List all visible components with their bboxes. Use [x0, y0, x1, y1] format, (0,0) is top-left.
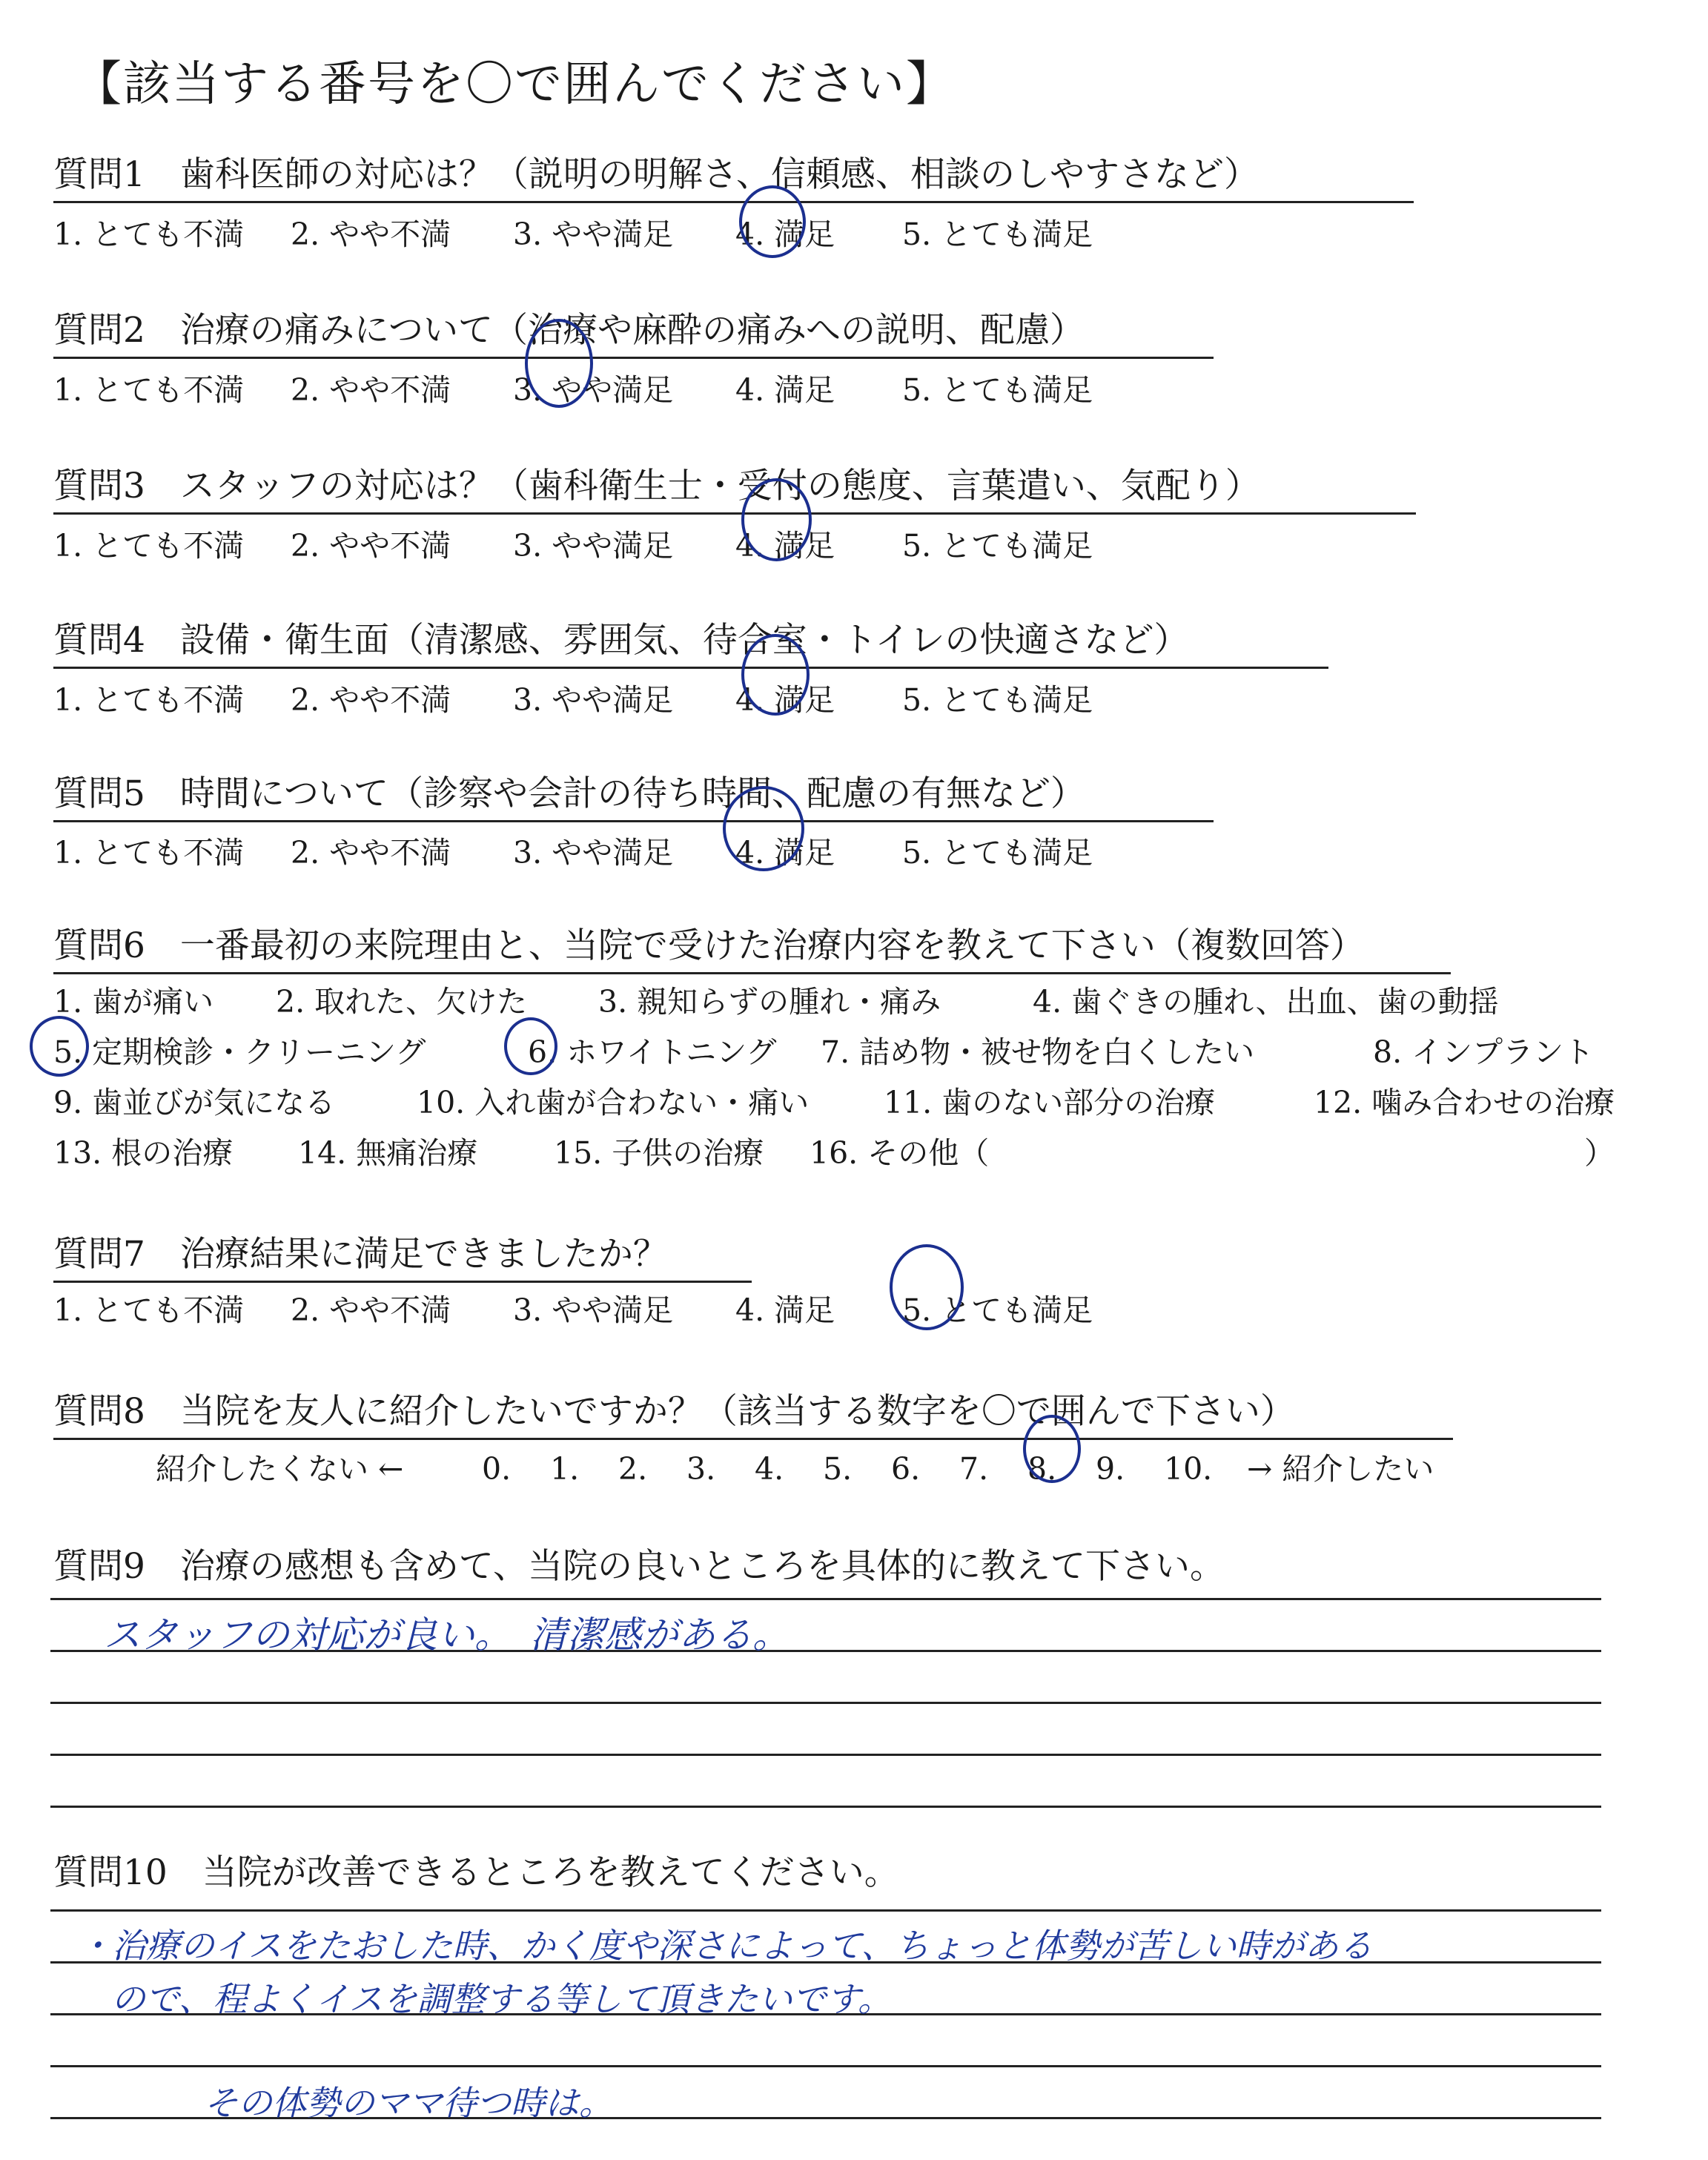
question-4-title: 質問4 設備・衛生面（清潔感、雰囲気、待合室・トイレの快適さなど） [53, 612, 1328, 669]
q8-selected-circle [1023, 1415, 1081, 1483]
q2-option-3[interactable]: 3. やや満足 [513, 372, 674, 408]
q10-answer-line-1-text: ・治療のイスをたおした時、かく度や深さによって、ちょっと体勢が苦しい時がある [78, 1926, 1373, 1966]
q6-row-2 [53, 1028, 1594, 1071]
q2-option-4[interactable]: 4. 満足 [735, 372, 835, 408]
q6-option-7[interactable]: 7. 詰め物・被せ物を白くしたい [821, 1034, 1255, 1070]
q4-option-3[interactable]: 3. やや満足 [513, 682, 674, 718]
q7-option-4[interactable]: 4. 満足 [735, 1292, 835, 1328]
q3-option-4[interactable]: 4. 満足 [735, 528, 835, 564]
q8-score-2[interactable]: 2. [618, 1451, 648, 1487]
q5-option-3[interactable]: 3. やや満足 [513, 835, 674, 871]
q8-scale [156, 1444, 1434, 1488]
q1-option-3[interactable]: 3. やや満足 [513, 217, 674, 252]
page-title: 【該当する番号を〇で囲んでください】 [74, 57, 955, 112]
q1-option-5[interactable]: 5. とても満足 [902, 217, 1093, 252]
q3-option-2[interactable]: 2. やや不満 [291, 528, 451, 564]
question-2-title: 質問2 治療の痛みについて（治療や麻酔の痛みへの説明、配慮） [53, 303, 1214, 359]
q10-answer-line-3-text: その体勢のママ待つ時は。 [204, 2083, 613, 2123]
question-3-title: 質問3 スタッフの対応は？（歯科衛生士・受付の態度、言葉遣い、気配り） [53, 458, 1416, 515]
q1-option-4[interactable]: 4. 満足 [735, 217, 835, 252]
question-10-title: 質問10 当院が改善できるところを教えてください。 [53, 1852, 899, 1893]
q4-option-2[interactable]: 2. やや不満 [291, 682, 451, 718]
q8-score-1[interactable]: 1. [550, 1451, 580, 1487]
q6-option-6[interactable]: 6. ホワイトニング [528, 1034, 777, 1070]
q6-option-1[interactable]: 1. 歯が痛い [53, 984, 214, 1020]
q10-answer-line-1 [50, 1909, 1601, 1912]
q6-selected-circle-5 [30, 1016, 89, 1077]
q3-option-3[interactable]: 3. やや満足 [513, 528, 674, 564]
q2-option-1[interactable]: 1. とても不満 [53, 372, 245, 408]
q5-option-4[interactable]: 4. 満足 [735, 835, 835, 871]
q6-option-2[interactable]: 2. 取れた、欠けた [276, 984, 528, 1020]
q4-selected-circle [741, 634, 810, 716]
q6-row-3 [53, 1078, 1615, 1122]
q6-row-4 [53, 1129, 1615, 1172]
q2-option-5[interactable]: 5. とても満足 [902, 372, 1093, 408]
q6-option-16[interactable]: 16. その他（ [810, 1135, 990, 1171]
q6-option-9[interactable]: 9. 歯並びが気になる [53, 1085, 336, 1120]
q9-answer-line-4 [50, 1754, 1601, 1756]
q5-option-1[interactable]: 1. とても不満 [53, 835, 245, 871]
q8-score-5[interactable]: 5. [823, 1451, 853, 1487]
q1-option-2[interactable]: 2. やや不満 [291, 217, 451, 252]
question-4-options [53, 676, 1093, 719]
q7-option-2[interactable]: 2. やや不満 [291, 1292, 451, 1328]
q6-selected-circle-6 [504, 1017, 557, 1075]
q2-selected-circle [525, 319, 593, 408]
q4-option-5[interactable]: 5. とても満足 [902, 682, 1093, 718]
q9-answer-line-3 [50, 1702, 1601, 1704]
q9-answer-line-1 [50, 1598, 1601, 1600]
q9-answer-text: スタッフの対応が良い。 清潔感がある。 [104, 1614, 790, 1657]
q3-option-1[interactable]: 1. とても不満 [53, 528, 245, 564]
q9-answer-line-5 [50, 1806, 1601, 1808]
q6-option-15[interactable]: 15. 子供の治療 [554, 1135, 764, 1171]
q5-selected-circle [723, 786, 804, 871]
q6-option-14[interactable]: 14. 無痛治療 [298, 1135, 478, 1171]
q1-selected-circle [739, 185, 806, 258]
q6-other-close: ） [1584, 1135, 1615, 1171]
q8-score-3[interactable]: 3. [686, 1451, 716, 1487]
question-1-title: 質問1 歯科医師の対応は？（説明の明解さ、信頼感、相談のしやすさなど） [53, 147, 1414, 203]
q10-answer-line-2-text: ので、程よくイスを調整する等して頂きたいです。 [111, 1979, 892, 2019]
question-5-options [53, 828, 1093, 872]
q8-score-6[interactable]: 6. [891, 1451, 921, 1487]
q7-option-3[interactable]: 3. やや満足 [513, 1292, 674, 1328]
q4-option-1[interactable]: 1. とても不満 [53, 682, 245, 718]
q6-option-10[interactable]: 10. 入れ歯が合わない・痛い [417, 1085, 810, 1120]
q4-option-4[interactable]: 4. 満足 [735, 682, 835, 718]
q8-score-7[interactable]: 7. [959, 1451, 989, 1487]
q6-option-11[interactable]: 11. 歯のない部分の治療 [884, 1085, 1216, 1120]
question-5-title: 質問5 時間について（診察や会計の待ち時間、配慮の有無など） [53, 766, 1214, 822]
q10-answer-line-4 [50, 2065, 1601, 2067]
q7-selected-circle [890, 1244, 964, 1330]
q3-option-5[interactable]: 5. とても満足 [902, 528, 1093, 564]
q1-option-1[interactable]: 1. とても不満 [53, 217, 245, 252]
q8-score-8[interactable]: 8. [1027, 1451, 1057, 1487]
q6-option-12[interactable]: 12. 噛み合わせの治療 [1314, 1085, 1615, 1120]
q8-score-10[interactable]: 10. [1164, 1451, 1213, 1487]
q6-option-5[interactable]: 5. 定期検診・クリーニング [53, 1034, 426, 1070]
q7-option-5[interactable]: 5. とても満足 [902, 1292, 1093, 1328]
question-8-title: 質問8 当院を友人に紹介したいですか？（該当する数字を〇で囲んで下さい） [53, 1384, 1453, 1440]
q8-score-0[interactable]: 0. [482, 1451, 512, 1487]
q5-option-2[interactable]: 2. やや不満 [291, 835, 451, 871]
q5-option-5[interactable]: 5. とても満足 [902, 835, 1093, 871]
q8-score-4[interactable]: 4. [755, 1451, 784, 1487]
q6-option-3[interactable]: 3. 親知らずの腫れ・痛み [598, 984, 941, 1020]
q8-left-label: 紹介したくない ← [156, 1451, 404, 1487]
q6-row-1 [53, 977, 1499, 1021]
question-9-title: 質問9 治療の感想も含めて、当院の良いところを具体的に教えて下さい。 [53, 1546, 1225, 1587]
q7-option-1[interactable]: 1. とても不満 [53, 1292, 245, 1328]
question-1-options [53, 210, 1093, 254]
question-6-title: 質問6 一番最初の来院理由と、当院で受けた治療内容を教えて下さい（複数回答） [53, 918, 1451, 974]
q6-option-4[interactable]: 4. 歯ぐきの腫れ、出血、歯の動揺 [1033, 984, 1499, 1020]
q6-option-8[interactable]: 8. インプラント [1373, 1034, 1595, 1070]
q3-selected-circle [741, 478, 812, 561]
question-7-title: 質問7 治療結果に満足できましたか？ [53, 1226, 752, 1283]
q8-score-9[interactable]: 9. [1096, 1451, 1125, 1487]
q6-option-13[interactable]: 13. 根の治療 [53, 1135, 234, 1171]
q8-right-label: → 紹介したい [1247, 1451, 1434, 1487]
question-3-options [53, 521, 1093, 565]
q2-option-2[interactable]: 2. やや不満 [291, 372, 451, 408]
